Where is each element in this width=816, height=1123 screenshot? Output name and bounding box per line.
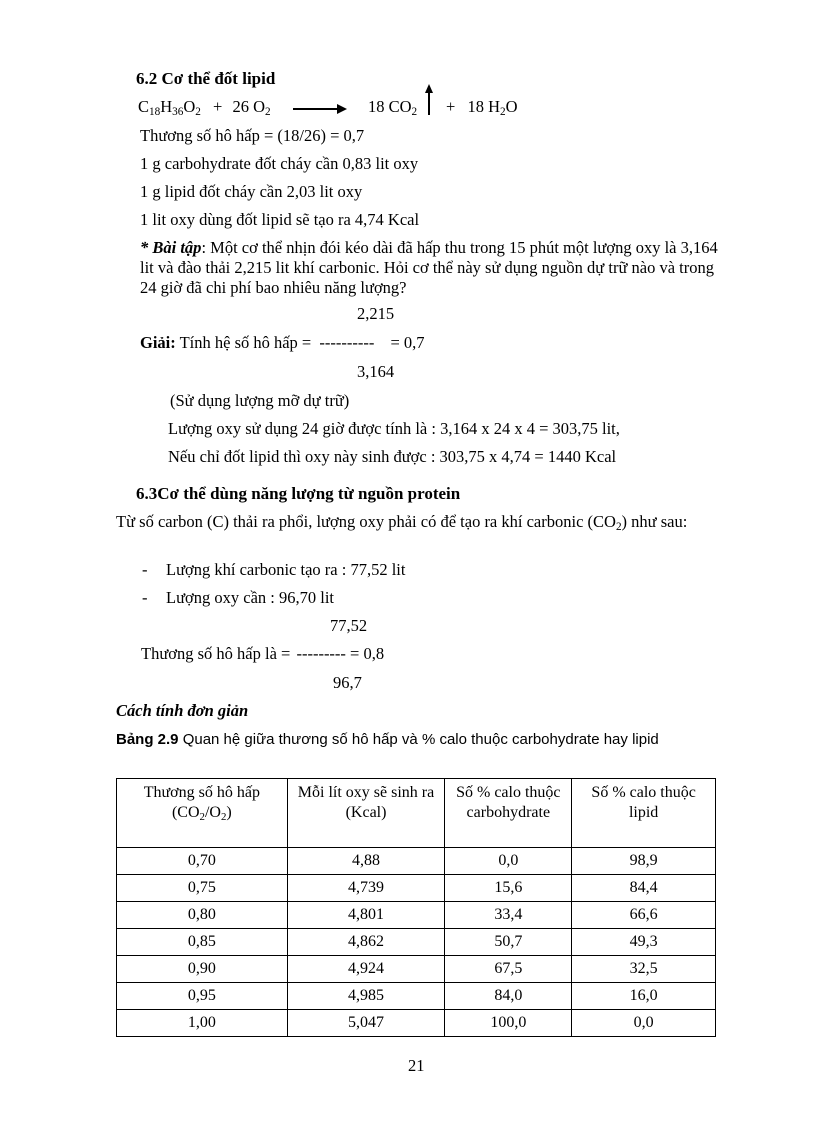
lipid-oxygen-line: 1 g lipid đốt cháy cần 2,03 lit oxy [140,182,363,201]
table-header-row [117,779,716,848]
oxygen-24h-line: Lượng oxy sử dụng 24 giờ được tính là : 3,164 x 24 x 4 = 303,75 lit, [168,419,620,438]
table-cell: 0,70 [117,848,288,875]
table-row [117,983,716,1010]
solution-label: Giải: [140,333,176,352]
table-cell: 0,80 [117,902,288,929]
table-cell: 4,88 [287,848,445,875]
table-cell: 0,95 [117,983,288,1010]
carbonic-amount-line: Lượng khí carbonic tạo ra : 77,52 lit [166,560,406,579]
table-row [117,1010,716,1037]
section-6-2-heading: 6.2 Cơ thể đốt lipid [136,69,276,88]
section-6-3-heading: 6.3Cơ thể dùng năng lượng từ nguồn protein [136,484,461,503]
gas-release-arrowhead-icon [425,84,433,93]
table-label: Bảng 2.9 [116,731,179,748]
rq-calorie-table [116,778,716,1037]
bullet-marker: - [142,588,148,607]
fat-reserve-note: (Sử dụng lượng mỡ dự trữ) [170,391,350,410]
solution-line [140,334,425,353]
table-cell: 0,90 [117,956,288,983]
table-cell: 32,5 [572,956,716,983]
solution-denominator: 3,164 [357,362,395,381]
gas-release-arrow-icon [428,91,430,115]
table-cell: 0,0 [445,848,572,875]
exercise-paragraph [140,238,730,297]
table-cell: 4,801 [287,902,445,929]
header-carbohydrate-percent: Số % calo thuộc carbohydrate [445,779,572,848]
table-cell: 4,985 [287,983,445,1010]
table-row [117,848,716,875]
list-item [142,589,148,608]
table-cell: 1,00 [117,1010,288,1037]
table-cell: 4,924 [287,956,445,983]
protein-intro-paragraph: Từ số carbon (C) thải ra phổi, lượng oxy phải có để tạo ra khí carbonic $(CO_2)$ như sau: [116,512,688,534]
table-cell: 4,739 [287,875,445,902]
page-number: 21 [408,1056,425,1075]
header-respiratory-quotient: Thương số hô hấp $(CO_2/O_2)$ [117,779,288,848]
carbohydrate-oxygen-line: 1 g carbohydrate đốt cháy cần 0,83 lit oxy [140,154,419,173]
combustion-equation: $C_{18}H_{36}O_2 + 26$ $O_2$ [138,97,271,119]
table-cell: 16,0 [572,983,716,1010]
table-cell: 84,4 [572,875,716,902]
bullet-marker: - [142,560,148,579]
exercise-text: : Một cơ thể nhịn đói kéo dài đã hấp thu trong 15 phút một lượng oxy là 3,164 lit và đào thải 2,215 lit khí carbonic. Hỏi cơ thể này sử dụng nguồn dự trữ nào và trong 24 giờ đã chi phí bao nhiêu năng lượng? [140,238,718,297]
table-cell: 100,0 [445,1010,572,1037]
table-row [117,875,716,902]
simple-method-heading: Cách tính đơn giản [116,701,249,720]
table-cell: 67,5 [445,956,572,983]
table-cell: 33,4 [445,902,572,929]
reaction-arrowhead-icon [337,104,347,114]
exercise-label: * Bài tập [140,238,202,257]
table-cell: 0,75 [117,875,288,902]
solution-result: = 0,7 [390,333,425,352]
water-product: + 18 $H_2O$ [446,97,518,119]
table-cell: 98,9 [572,848,716,875]
table-cell: 0,0 [572,1010,716,1037]
table-cell: 15,6 [445,875,572,902]
table-row [117,956,716,983]
solution-dashes: ---------- [319,333,375,352]
table-title: Quan hệ giữa thương số hô hấp và % calo thuộc carbohydrate hay lipid [178,731,659,748]
table-cell: 0,85 [117,929,288,956]
energy-result-line: Nếu chỉ đốt lipid thì oxy này sinh được : 303,75 x 4,74 = 1440 Kcal [168,447,617,466]
table-caption [116,731,659,748]
protein-quotient-line: Thương số hô hấp là = --------- = 0,8 [141,644,385,663]
protein-denominator: 96,7 [333,673,362,692]
respiratory-quotient-line: Thương số hô hấp = (18/26) = 0,7 [140,126,365,145]
table-cell: 5,047 [287,1010,445,1037]
solution-numerator: 2,215 [357,304,395,323]
table-cell: 50,7 [445,929,572,956]
table-cell: 66,6 [572,902,716,929]
protein-numerator: 77,52 [330,616,368,635]
co2-product: 18 $CO_2$ [368,97,418,119]
table-row [117,902,716,929]
table-cell: 84,0 [445,983,572,1010]
oxygen-amount-line: Lượng oxy cần : 96,70 lit [166,588,334,607]
lipid-energy-line: 1 lit oxy dùng đốt lipid sẽ tạo ra 4,74 Kcal [140,210,420,229]
table-cell: 4,862 [287,929,445,956]
list-item [142,561,148,580]
header-lipid-percent: Số % calo thuộc lipid [572,779,716,848]
reaction-arrow-icon [293,108,339,110]
table-cell: 49,3 [572,929,716,956]
table-row [117,929,716,956]
solution-text: Tính hệ số hô hấp = [179,333,312,352]
header-kcal-per-liter: Mỗi lít oxy sẽ sinh ra (Kcal) [287,779,445,848]
